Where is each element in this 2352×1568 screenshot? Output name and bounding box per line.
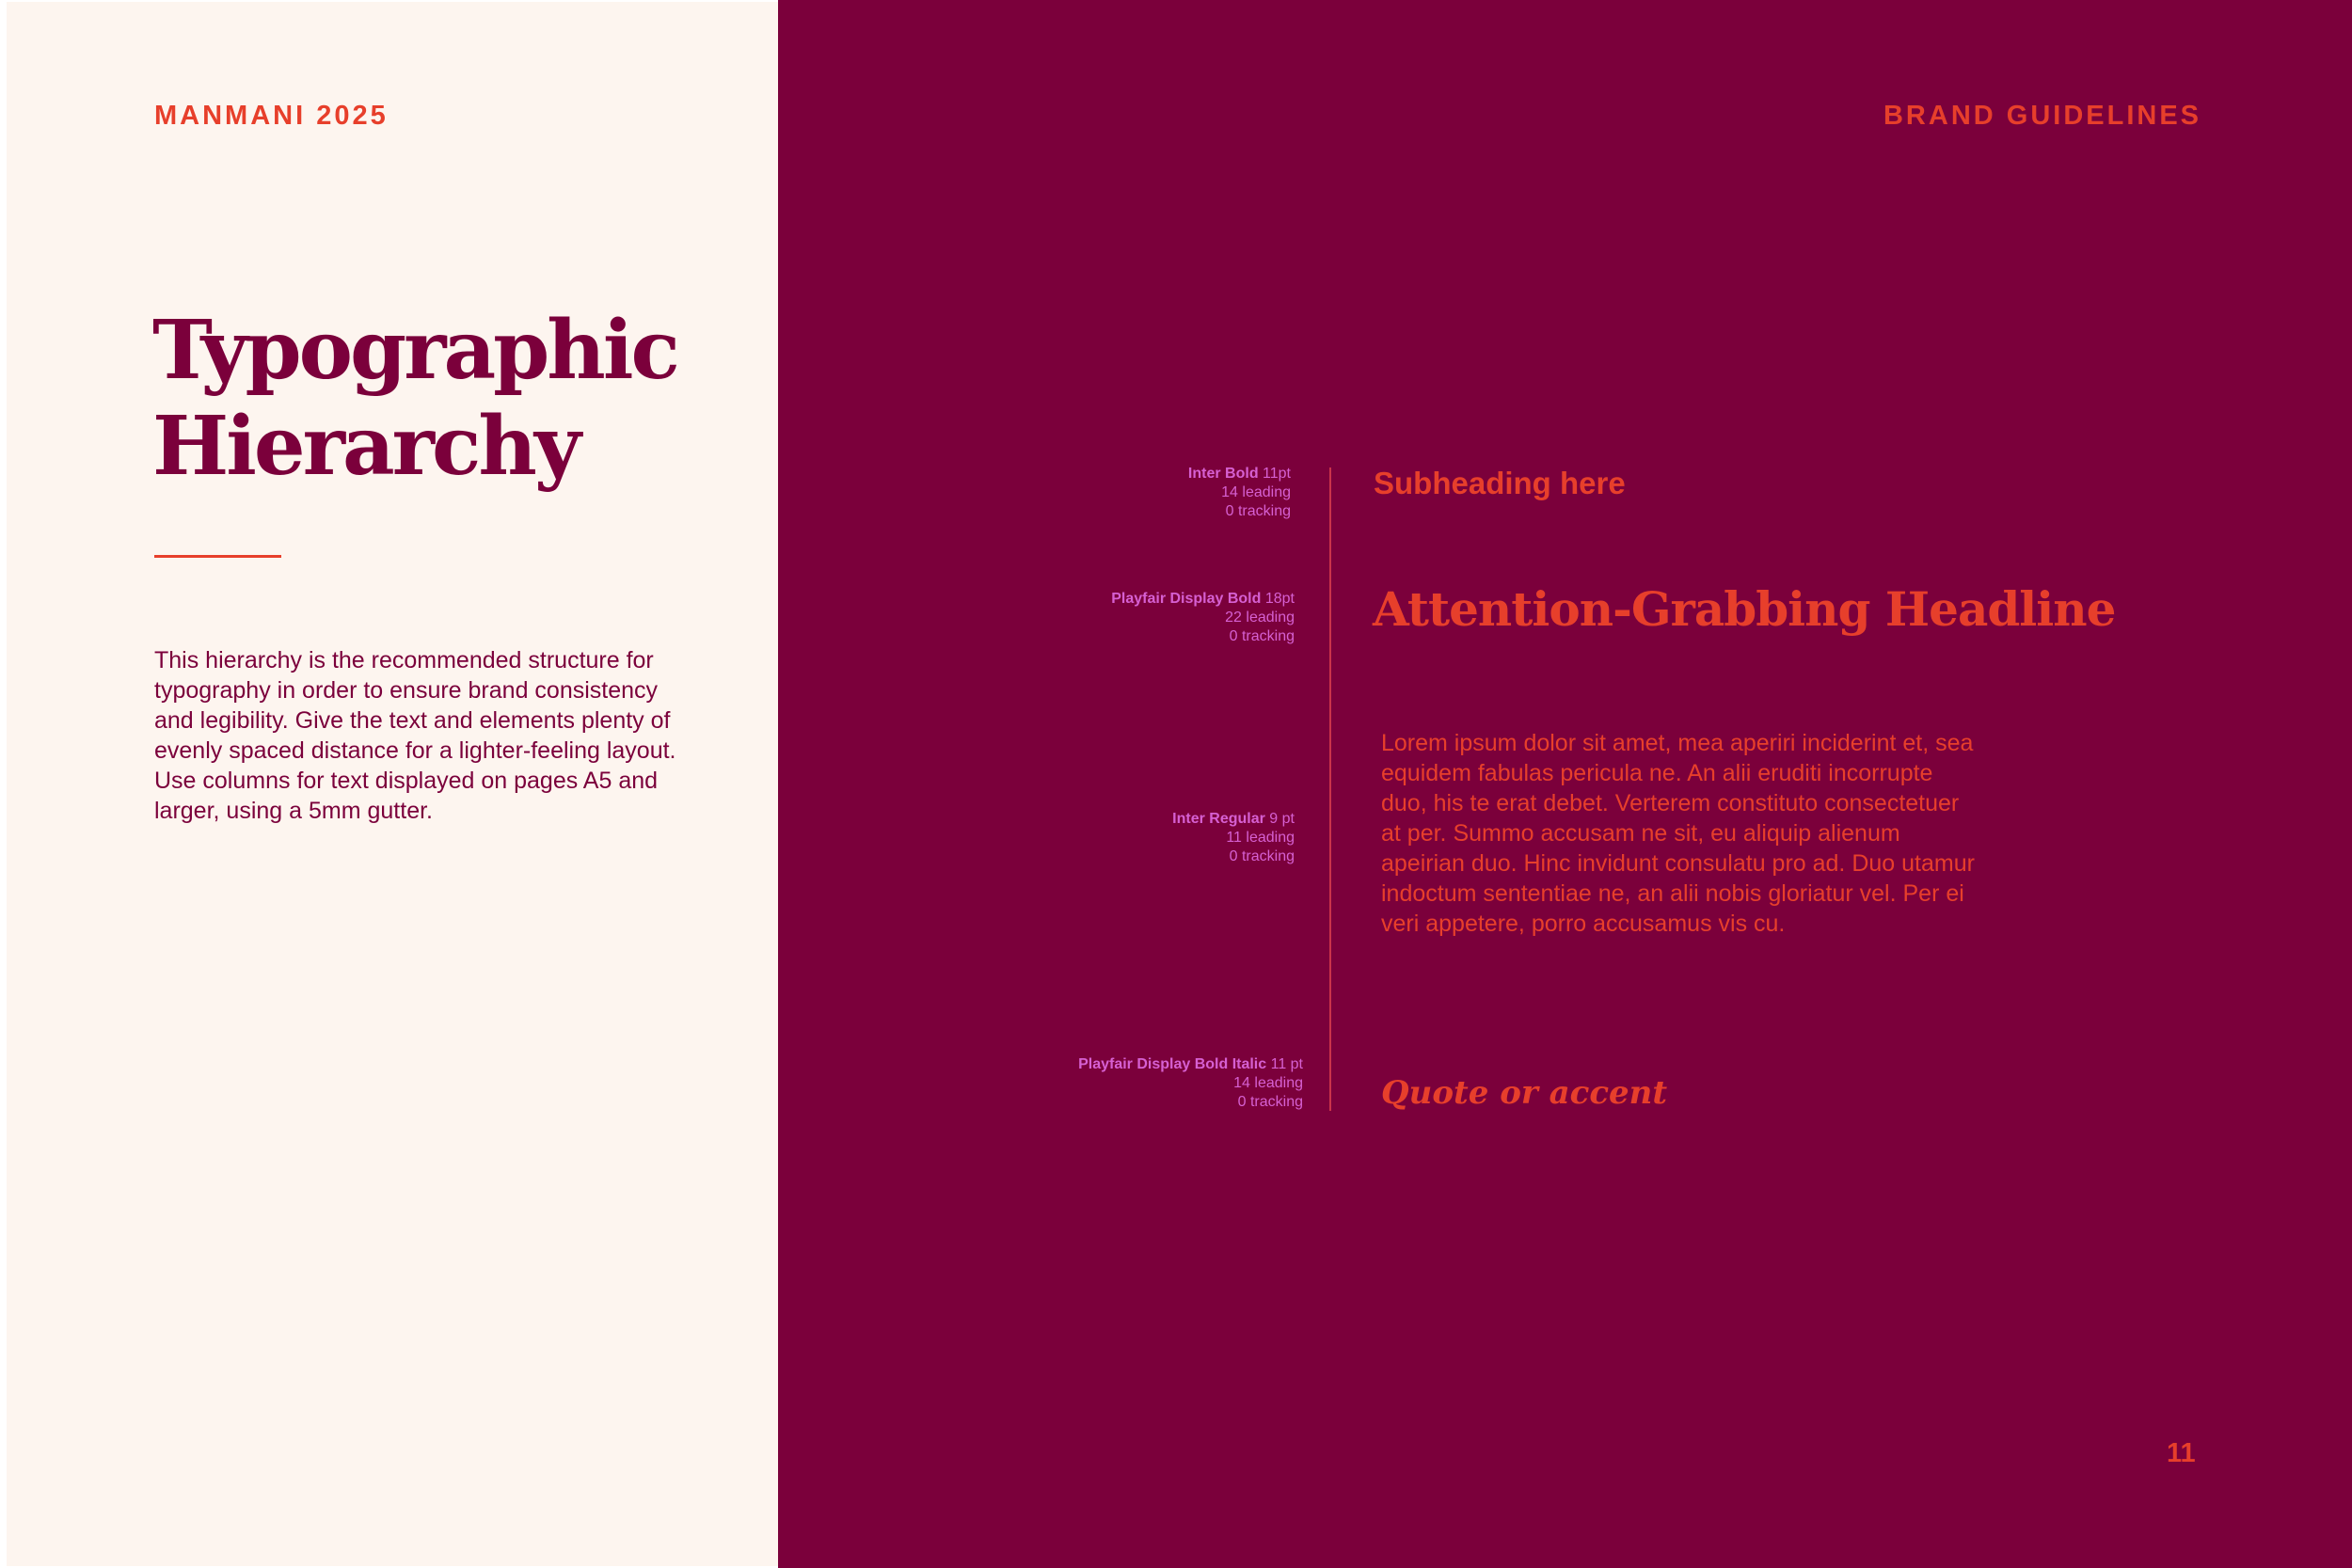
page-title — [152, 303, 677, 495]
spec-tracking: 0 tracking — [1229, 848, 1295, 864]
spec-font-size: 11 pt — [1266, 1056, 1303, 1072]
intro-paragraph: This hierarchy is the recommended structure for typography in order to ensure brand consistency and legibility. Give the text and elements plenty of evenly spaced distance for a lighter-feeling layout. Use columns for text displayed on pages A5 and larger, using a 5mm gutter. — [154, 647, 676, 824]
spec-subheading — [1188, 465, 1291, 521]
spec-leading: 14 leading — [1221, 484, 1291, 500]
page-title-line-2: Hierarchy — [152, 399, 579, 494]
title-divider — [154, 555, 281, 558]
brand-name: MANMANI 2025 — [154, 101, 389, 131]
spec-body — [1172, 810, 1295, 866]
spec-tracking: 0 tracking — [1225, 503, 1291, 519]
spec-quote — [1078, 1055, 1303, 1112]
sample-quote: Quote or accent — [1381, 1074, 1668, 1112]
hierarchy-divider — [1329, 467, 1331, 1111]
spec-font-name: Playfair Display Bold — [1111, 591, 1262, 607]
sample-body-text: Lorem ipsum dolor sit amet, mea aperiri inciderint et, sea equidem fabulas pericula ne. An alii eruditi incorrupte duo, his te erat debet. Verterem constituto consectetuer at per. Summo accusam ne sit, eu aliquip alienum apeirian duo. Hinc invidunt consulatu pro ad. Duo utamur indoctum sententiae ne, an alii nobis gloriatur vel. Per ei veri appetere, porro accusamus vis cu. — [1381, 730, 1975, 937]
section-label: BRAND GUIDELINES — [1883, 101, 2201, 131]
spec-font-size: 18pt — [1261, 591, 1295, 607]
spec-leading: 14 leading — [1233, 1075, 1303, 1091]
spec-tracking: 0 tracking — [1237, 1094, 1303, 1110]
spec-tracking: 0 tracking — [1229, 628, 1295, 644]
page-title-line-1: Typographic — [152, 303, 677, 398]
spec-leading: 11 leading — [1226, 830, 1295, 846]
spec-font-name: Inter Bold — [1187, 466, 1259, 482]
spec-font-size: 9 pt — [1264, 811, 1295, 827]
spec-font-size: 11pt — [1258, 466, 1291, 482]
spec-leading: 22 leading — [1225, 610, 1295, 626]
sample-headline: Attention-Grabbing Headline — [1373, 581, 2116, 637]
spec-headline — [1111, 590, 1295, 646]
spec-font-name: Inter Regular — [1172, 811, 1265, 827]
page-number: 11 — [2167, 1438, 2196, 1468]
sample-subheading: Subheading here — [1374, 466, 1626, 500]
spec-font-name: Playfair Display Bold Italic — [1078, 1056, 1267, 1072]
